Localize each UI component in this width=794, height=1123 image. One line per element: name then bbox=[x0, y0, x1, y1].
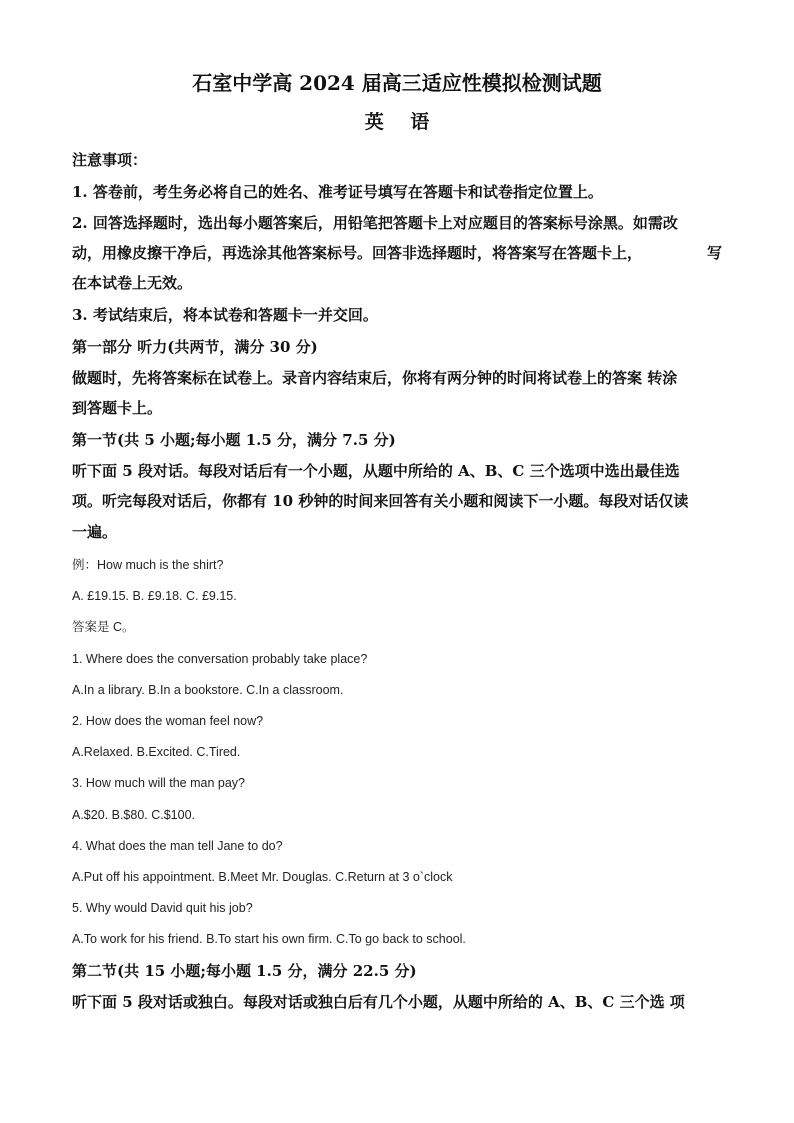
section2-instructions-line-1: 听下面 5 段对话或独白。每段对话或独白后有几个小题，从题中所给的 A、B、C 三个选 项 bbox=[72, 993, 685, 1011]
example-question: 例：How much is the shirt? bbox=[72, 558, 224, 572]
question-5: 5. Why would David quit his job? bbox=[72, 901, 253, 915]
question-3-options: A.$20. B.$80. C.$100. bbox=[72, 808, 196, 822]
section1-heading: 第一节(共 5 小题;每小题 1.5 分，满分 7.5 分) bbox=[72, 431, 396, 449]
subject-title: 英 语 bbox=[364, 112, 440, 132]
question-3: 3. How much will the man pay? bbox=[72, 776, 245, 790]
question-4-options: A.Put off his appointment. B.Meet Mr. Douglas. C.Return at 3 o`clock bbox=[72, 870, 453, 884]
exam-title: 石室中学高 2024 届高三适应性模拟检测试题 bbox=[192, 71, 602, 95]
question-4: 4. What does the man tell Jane to do? bbox=[72, 839, 283, 853]
example-answer: 答案是 C。 bbox=[72, 620, 135, 634]
section1-instructions-line-3: 一遍。 bbox=[72, 523, 118, 541]
notice-item-2-line-3: 在本试卷上无效。 bbox=[72, 274, 193, 292]
notice-item-2-line-2 bbox=[72, 243, 722, 263]
notice-item-3: 3. 考试结束后，将本试卷和答题卡一并交回。 bbox=[72, 306, 378, 324]
section1-instructions-line-1: 听下面 5 段对话。每段对话后有一个小题，从题中所给的 A、B、C 三个选项中选出最佳选 bbox=[72, 462, 680, 480]
question-5-options: A.To work for his friend. B.To start his own firm. C.To go back to school. bbox=[72, 932, 466, 946]
section1-instructions-line-2: 项。听完每段对话后，你都有 10 秒钟的时间来回答有关小题和阅读下一小题。每段对话仅读 bbox=[72, 492, 689, 510]
example-options: A. £19.15. B. £9.18. C. £9.15. bbox=[72, 589, 237, 603]
question-2-options: A.Relaxed. B.Excited. C.Tired. bbox=[72, 745, 241, 759]
part1-instructions-line-1: 做题时，先将答案标在试卷上。录音内容结束后，你将有两分钟的时间将试卷上的答案 转涂 bbox=[72, 369, 678, 387]
part1-heading: 第一部分 听力(共两节，满分 30 分) bbox=[72, 338, 318, 356]
notice-item-1: 1. 答卷前，考生务必将自己的姓名、准考证号填写在答题卡和试卷指定位置上。 bbox=[72, 183, 603, 201]
notice-item-2-line-2-text: 动，用橡皮擦干净后，再选涂其他答案标号。回答非选择题时，将答案写在答题卡上， bbox=[72, 244, 643, 262]
question-1-options: A.In a library. B.In a bookstore. C.In a classroom. bbox=[72, 683, 344, 697]
notice-item-2-line-1: 2. 回答选择题时，选出每小题答案后，用铅笔把答题卡上对应题目的答案标号涂黑。如需改 bbox=[72, 214, 678, 232]
section2-heading: 第二节(共 15 小题;每小题 1.5 分，满分 22.5 分) bbox=[72, 962, 417, 980]
part1-instructions-line-2: 到答题卡上。 bbox=[72, 399, 163, 417]
question-1: 1. Where does the conversation probably take place? bbox=[72, 652, 368, 666]
notice-heading: 注意事项： bbox=[72, 151, 148, 169]
question-2: 2. How does the woman feel now? bbox=[72, 714, 264, 728]
notice-item-2-line-2-tail: 写 bbox=[706, 244, 722, 262]
